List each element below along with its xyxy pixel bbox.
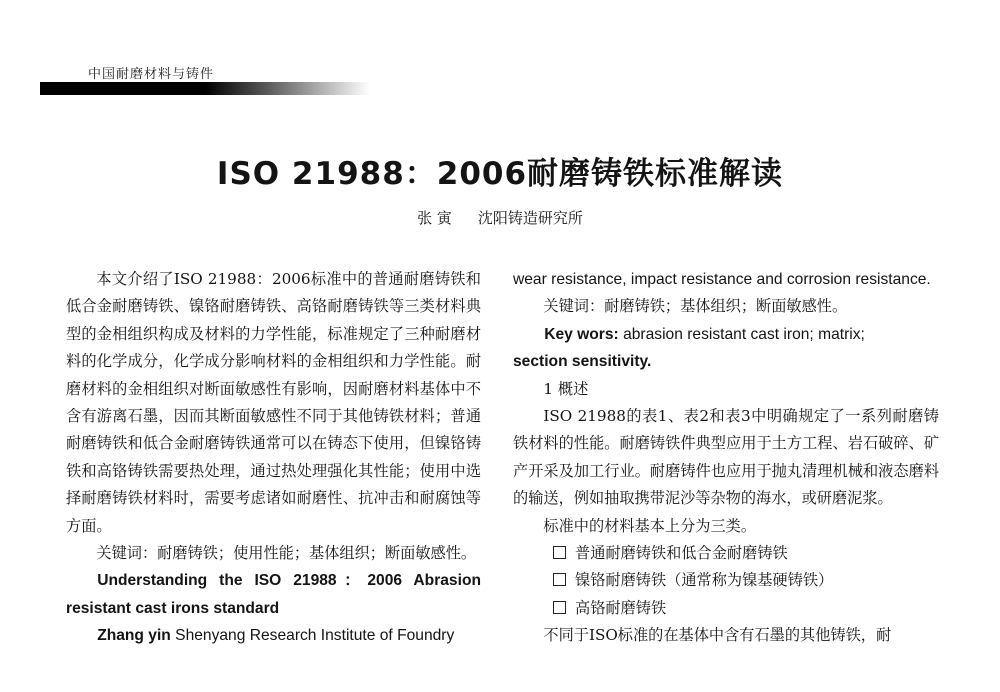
category-item bbox=[513, 540, 939, 567]
graphite-paragraph: 不同于ISO标准的在基体中含有石墨的其他铸铁，耐 bbox=[543, 626, 892, 645]
category-item bbox=[513, 595, 939, 622]
right-column bbox=[513, 266, 939, 649]
checkbox-icon bbox=[553, 546, 566, 559]
keywords-english-text: abrasion resistant cast iron; matrix; bbox=[623, 325, 865, 343]
classification-intro: 标准中的材料基本上分为三类。 bbox=[543, 516, 757, 535]
english-affiliation: Shenyang Research Institute of Foundry bbox=[175, 627, 455, 645]
keywords-chinese: 关键词：耐磨铸铁；基体组织；断面敏感性。 bbox=[543, 297, 848, 316]
byline bbox=[0, 207, 1000, 228]
checkbox-icon bbox=[553, 601, 566, 614]
category-label: 镍铬耐磨铸铁（通常称为镍基硬铸铁） bbox=[575, 571, 834, 590]
overview-paragraph: ISO 21988的表1、表2和表3中明确规定了一系列耐磨铸铁材料的性能。耐磨铸铁件典型应用于土方工程、岩石破碎、矿产开采及加工行业。耐磨铸件也应用于抛丸清理机械和液态磨料的输送，例如抽取携带泥沙等杂物的海水，或研磨泥浆。 bbox=[513, 407, 939, 508]
chinese-keywords: 关键词：耐磨铸铁；使用性能；基体组织；断面敏感性。 bbox=[96, 544, 477, 563]
category-item bbox=[513, 567, 939, 594]
category-label: 普通耐磨铸铁和低合金耐磨铸铁 bbox=[575, 544, 788, 563]
english-author: Zhang yin bbox=[97, 627, 171, 645]
article-title: ISO 21988：2006耐磨铸铁标准解读 bbox=[216, 156, 784, 192]
english-abstract-tail: wear resistance, impact resistance and corrosion resistance. bbox=[513, 271, 931, 288]
author-affiliation: 沈阳铸造研究所 bbox=[477, 209, 583, 227]
header-gradient-bar bbox=[40, 82, 370, 95]
chinese-abstract: 本文介绍了ISO 21988：2006标准中的普通耐磨铸铁和低合金耐磨铸铁、镍铬耐磨铸铁、高铬耐磨铸铁等三类材料典型的金相组织构成及材料的力学性能，标准规定了三种耐磨材料的化学成分，化学成分影响材料的金相组织和力学性能。耐磨材料的金相组织对断面敏感性有影响，因耐磨材料基体中不含有游离石墨，因而其断面敏感性不同于其他铸铁材料；普通耐磨铸铁和低合金耐磨铸铁通常可以在铸态下使用，但镍铬铸铁和高铬铸铁需要热处理，通过热处理强化其性能；使用中选择耐磨铸铁材料时，需要考虑诸如耐磨性、抗冲击和耐腐蚀等方面。 bbox=[66, 270, 481, 535]
journal-running-head: 中国耐磨材料与铸件 bbox=[88, 67, 215, 82]
left-column bbox=[66, 266, 481, 649]
section-heading: 1 概述 bbox=[543, 379, 589, 398]
keywords-english bbox=[513, 321, 939, 348]
english-title: Understanding the ISO 21988：2006 Abrasion resistant cast irons standard bbox=[66, 572, 481, 617]
english-byline bbox=[66, 622, 481, 649]
category-label: 高铬耐磨铸铁 bbox=[575, 598, 667, 617]
checkbox-icon bbox=[553, 573, 566, 586]
keywords-english-label: Key wors: bbox=[544, 325, 619, 343]
author-name: 张 寅 bbox=[417, 209, 452, 227]
keywords-english-continued: section sensitivity. bbox=[513, 353, 652, 371]
